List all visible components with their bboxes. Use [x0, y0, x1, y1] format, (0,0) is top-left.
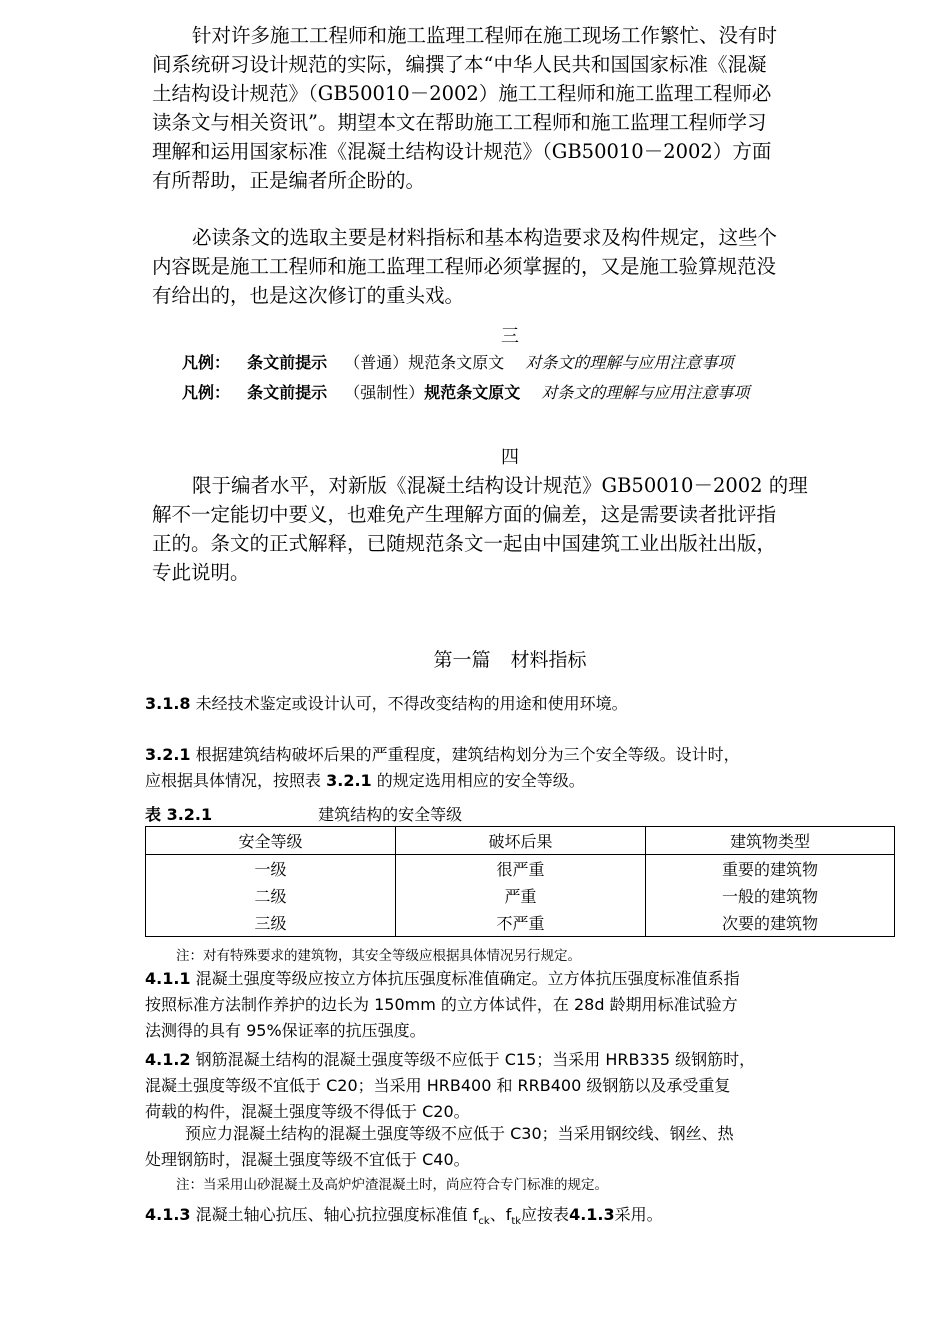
clause-text: 应根据具体情况，按照表 — [145, 771, 322, 790]
table-cell: 次要的建筑物 — [646, 909, 895, 937]
subscript: tk — [511, 1216, 522, 1228]
text-line: 读条文与相关资讯”。期望本文在帮助施工工程师和施工监理工程师学习 — [152, 111, 767, 134]
clause-text: 应按表 — [521, 1205, 570, 1224]
clause-note: 注：当采用山砂混凝土及高炉炉渣混凝土时，尚应符合专门标准的规定。 — [176, 1177, 608, 1193]
table-header-cell: 破坏后果 — [396, 827, 646, 855]
legend-type: （普通）规范条文原文 — [344, 353, 505, 372]
text-line: 理解和运用国家标准《混凝土结构设计规范》（GB50010－2002）方面 — [152, 140, 772, 163]
clause-4-1-1 — [145, 966, 885, 1044]
clause-text: 处理钢筋时，混凝土强度等级不宜低于 C40。 — [145, 1150, 470, 1169]
clause-text: 的规定选用相应的安全等级。 — [376, 771, 585, 790]
clause-4-1-2-prestressed — [145, 1121, 885, 1173]
legend-note: 对条文的理解与应用注意事项 — [525, 353, 734, 372]
section4-paragraph — [152, 471, 872, 587]
clause-number: 4.1.1 — [145, 969, 191, 988]
table-cell: 不严重 — [396, 909, 646, 937]
legend-normal — [182, 350, 733, 373]
legend-mandatory — [182, 380, 749, 403]
clause-text: 、f — [489, 1205, 512, 1224]
clause-text: 按照标准方法制作养护的边长为 150mm 的立方体试件，在 28d 龄期用标准试验方 — [145, 995, 738, 1014]
clause-text: 采用。 — [614, 1205, 663, 1224]
table-cell: 很严重 — [396, 855, 646, 883]
text-line: 正的。条文的正式解释，已随规范条文一起由中国建筑工业出版社出版， — [152, 532, 777, 555]
legend-hint: 条文前提示 — [247, 353, 328, 372]
clause-number: 3.2.1 — [145, 745, 191, 764]
table-caption — [145, 802, 462, 825]
clause-text: 荷载的构件，混凝土强度等级不得低于 C20。 — [145, 1102, 470, 1121]
legend-label: 凡例： — [182, 383, 231, 402]
legend-note: 对条文的理解与应用注意事项 — [541, 383, 750, 402]
legend-hint: 条文前提示 — [247, 383, 328, 402]
legend-type: （强制性） — [344, 383, 425, 402]
table-header-row — [146, 827, 895, 855]
clause-text: 根据建筑结构破坏后果的严重程度，建筑结构划分为三个安全等级。设计时， — [195, 745, 740, 764]
clause-text: 混凝土强度等级应按立方体抗压强度标准值确定。立方体抗压强度标准值系指 — [195, 969, 740, 988]
text-line: 间系统研习设计规范的实际，编撰了本“中华人民共和国国家标准《混凝 — [152, 53, 767, 76]
table-ref: 4.1.3 — [569, 1205, 615, 1224]
table-header-cell: 建筑物类型 — [646, 827, 895, 855]
clause-4-1-3 — [145, 1202, 885, 1235]
text-line: 有给出的，也是这次修订的重头戏。 — [152, 284, 465, 307]
clause-text: 法测得的具有 95%保证率的抗压强度。 — [145, 1021, 426, 1040]
table-cell: 三级 — [146, 909, 396, 937]
text-line: 必读条文的选取主要是材料指标和基本构造要求及构件规定，这些个 — [192, 226, 778, 249]
table-row — [146, 855, 895, 883]
intro-paragraph-1 — [152, 21, 872, 195]
table-ref: 3.2.1 — [326, 771, 372, 790]
section-numeral-4: 四 — [501, 447, 519, 468]
part-title: 材料指标 — [510, 649, 587, 671]
table-row — [146, 909, 895, 937]
text-line: 针对许多施工工程师和施工监理工程师在施工现场工作繁忙、没有时 — [192, 24, 778, 47]
clause-text: 预应力混凝土结构的混凝土强度等级不应低于 C30；当采用钢绞线、钢丝、热 — [185, 1124, 734, 1143]
clause-4-1-2 — [145, 1047, 885, 1125]
clause-text: 混凝土强度等级不宜低于 C20；当采用 HRB400 和 RRB400 级钢筋以及承受重复 — [145, 1076, 731, 1095]
table-cell: 一般的建筑物 — [646, 882, 895, 909]
table-cell: 重要的建筑物 — [646, 855, 895, 883]
part-heading — [0, 645, 950, 672]
text-line: 有所帮助，正是编者所企盼的。 — [152, 169, 426, 192]
clause-3-2-1 — [145, 742, 885, 794]
clause-text: 混凝土轴心抗压、轴心抗拉强度标准值 f — [195, 1205, 479, 1224]
clause-number: 3.1.8 — [145, 694, 191, 713]
legend-label: 凡例： — [182, 353, 231, 372]
table-header-cell: 安全等级 — [146, 827, 396, 855]
clause-number: 4.1.3 — [145, 1205, 191, 1224]
clause-number: 4.1.2 — [145, 1050, 191, 1069]
table-caption-title: 建筑结构的安全等级 — [318, 805, 463, 824]
part-number: 第一篇 — [433, 649, 491, 671]
clause-text: 钢筋混凝土结构的混凝土强度等级不应低于 C15；当采用 HRB335 级钢筋时， — [195, 1050, 756, 1069]
text-line: 解不一定能切中要义，也难免产生理解方面的偏差，这是需要读者批评指 — [152, 503, 777, 526]
table-note: 注：对有特殊要求的建筑物，其安全等级应根据具体情况另行规定。 — [176, 948, 581, 964]
table-cell: 二级 — [146, 882, 396, 909]
safety-grade-table — [145, 826, 895, 937]
legend-type-bold: 规范条文原文 — [424, 383, 521, 402]
subscript: ck — [478, 1216, 490, 1228]
table-caption-number: 表 3.2.1 — [145, 805, 213, 824]
text-line: 土结构设计规范》（GB50010－2002）施工工程师和施工监理工程师必 — [152, 82, 772, 105]
table-row — [146, 882, 895, 909]
clause-3-1-8 — [145, 691, 885, 717]
clause-text: 未经技术鉴定或设计认可，不得改变结构的用途和使用环境。 — [195, 694, 628, 713]
table-cell: 一级 — [146, 855, 396, 883]
intro-paragraph-2 — [152, 223, 872, 310]
section-numeral-3: 三 — [501, 326, 519, 347]
table-cell: 严重 — [396, 882, 646, 909]
text-line: 内容既是施工工程师和施工监理工程师必须掌握的，又是施工验算规范没 — [152, 255, 777, 278]
text-line: 专此说明。 — [152, 561, 250, 584]
text-line: 限于编者水平，对新版《混凝土结构设计规范》GB50010－2002 的理 — [192, 474, 808, 497]
